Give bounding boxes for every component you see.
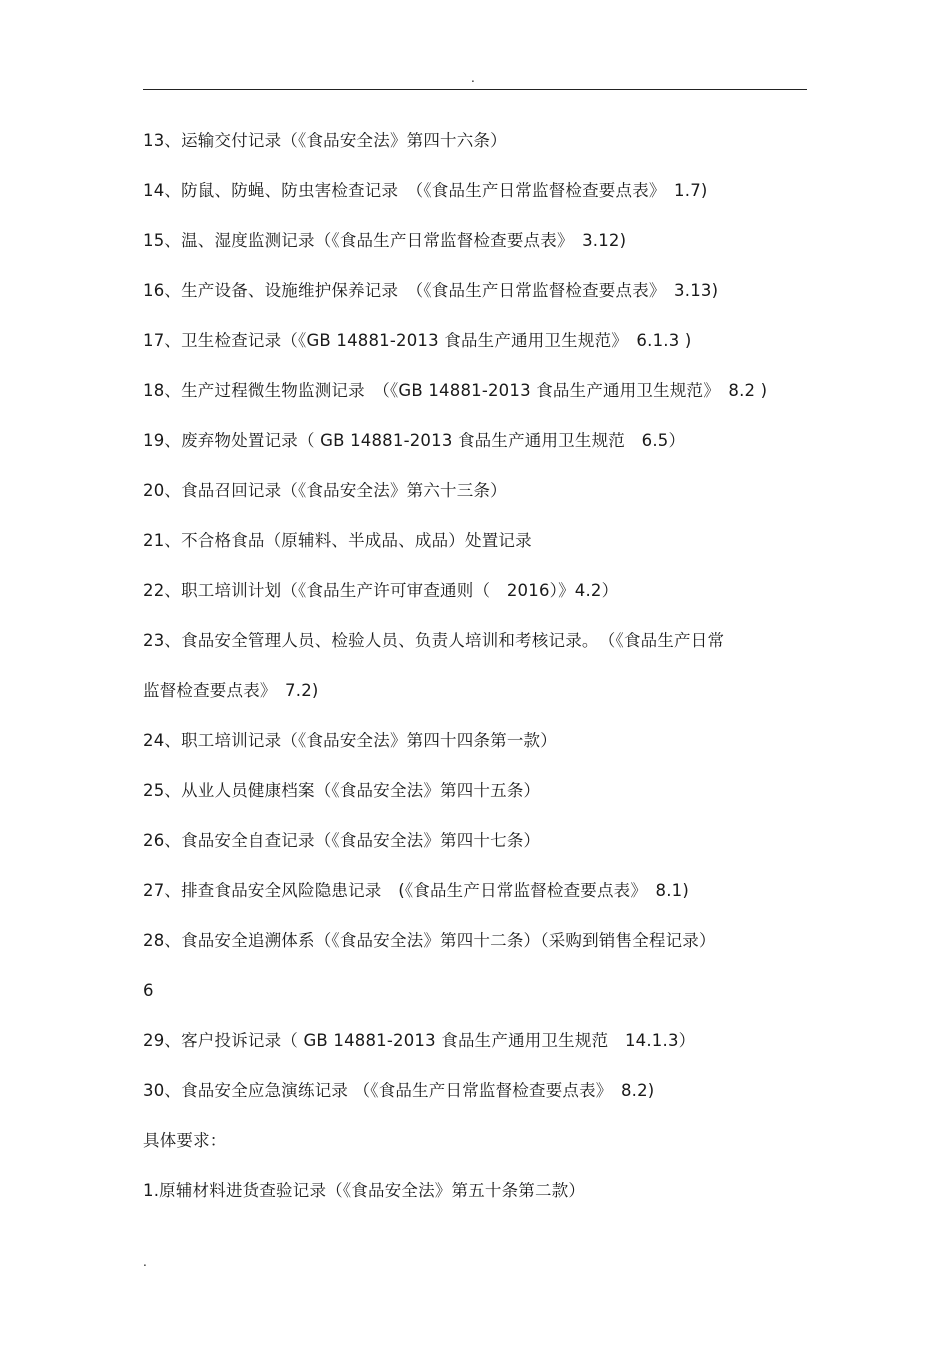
record-item-27: 27、排查食品安全风险隐患记录 (《食品生产日常监督检查要点表》 8.1): [143, 881, 690, 900]
record-item-18: 18、生产过程微生物监测记录 （《GB 14881-2013 食品生产通用卫生规范》 8.2 ): [143, 381, 768, 400]
record-item-21: 21、不合格食品（原辅料、半成品、成品）处置记录: [143, 531, 532, 550]
record-item-14: 14、防鼠、防蝇、防虫害检查记录 （《食品生产日常监督检查要点表》 1.7): [143, 181, 708, 200]
record-item-25: 25、从业人员健康档案（《食品安全法》第四十五条）: [143, 781, 541, 800]
record-item-20: 20、食品召回记录（《食品安全法》第六十三条）: [143, 481, 507, 500]
header-rule: [143, 89, 807, 90]
record-item-15: 15、温、湿度监测记录（《食品生产日常监督检查要点表》 3.12): [143, 231, 627, 250]
record-item-24: 24、职工培训记录（《食品安全法》第四十四条第一款）: [143, 731, 557, 750]
record-item-29: 29、客户投诉记录（ GB 14881-2013 食品生产通用卫生规范 14.1.3）: [143, 1031, 696, 1050]
document-body: [143, 124, 808, 1224]
section-heading: 具体要求：: [143, 1131, 227, 1150]
record-item-23-continued: 监督检查要点表》 7.2): [143, 681, 319, 700]
stray-number: 6: [143, 981, 154, 1000]
record-item-17: 17、卫生检查记录（《GB 14881-2013 食品生产通用卫生规范》 6.1.3 ): [143, 331, 692, 350]
record-item-23: 23、食品安全管理人员、检验人员、负责人培训和考核记录。 （《食品生产日常: [143, 631, 725, 650]
record-item-13: 13、运输交付记录（《食品安全法》第四十六条）: [143, 131, 507, 150]
requirement-item-1: 1.原辅材料进货查验记录（《食品安全法》第五十条第二款）: [143, 1181, 586, 1200]
record-item-19: 19、废弃物处置记录（ GB 14881-2013 食品生产通用卫生规范 6.5）: [143, 431, 686, 450]
record-item-22: 22、职工培训计划（《食品生产许可审查通则（ 2016）》4.2）: [143, 581, 619, 600]
footer-dot: .: [143, 1255, 147, 1269]
header-dot: .: [471, 71, 475, 85]
record-item-16: 16、生产设备、设施维护保养记录 （《食品生产日常监督检查要点表》 3.13): [143, 281, 719, 300]
record-item-28: 28、食品安全追溯体系（《食品安全法》第四十二条）（采购到销售全程记录）: [143, 931, 716, 950]
record-item-30: 30、食品安全应急演练记录 （《食品生产日常监督检查要点表》 8.2): [143, 1081, 655, 1100]
record-item-26: 26、食品安全自查记录（《食品安全法》第四十七条）: [143, 831, 541, 850]
